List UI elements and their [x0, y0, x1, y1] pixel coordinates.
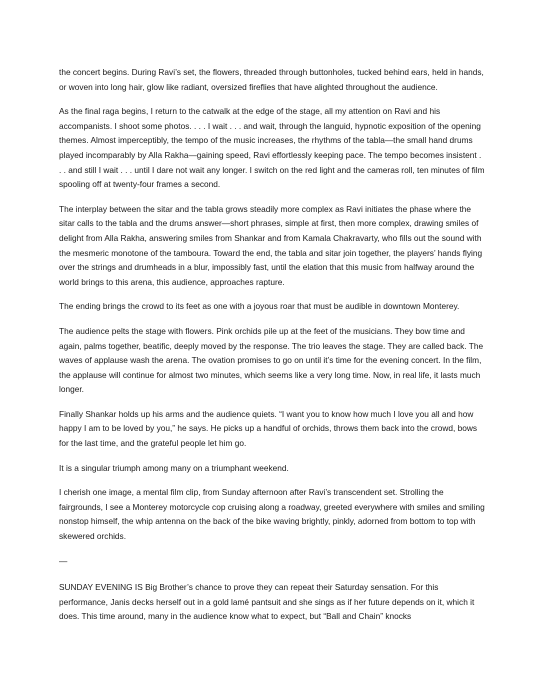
document-page	[59, 65, 485, 634]
paragraph-motorcycle-cop: I cherish one image, a mental film clip, from Sunday afternoon after Ravi’s transcendent set. Strolling the fairgrounds, I see a Monterey motorcycle cop cruising along a roadway, greeted everywhere with smiles and smiling nonstop himself, the whip antenna on the back of the bike waving brightly, pinkly, adorned from bottom to top with skewered orchids.	[59, 487, 485, 542]
paragraph-final-raga: As the final raga begins, I return to the catwalk at the edge of the stage, all my attention on Ravi and his accompanists. I shoot some photos. . . . I wait . . . and wait, through the languid, hypnotic exposition of the opening themes. Almost imperceptibly, the tempo of the music increases, the rhythms of the tabla—the small hand drums played incomparably by Alla Rakha—gaining speed, Ravi effortlessly keeping pace. The tempo becomes insistent . . . and still I wait . . . until I dare not wait any longer. I switch on the red light and the cameras roll, ten minutes of film spooling off at twenty-four frames a second.	[59, 106, 485, 190]
paragraph-singular-triumph: It is a singular triumph among many on a triumphant weekend.	[59, 462, 289, 473]
paragraph-concert-begins: the concert begins. During Ravi’s set, the flowers, threaded through buttonholes, tucked behind ears, held in hands, or woven into long hair, glow like radiant, oversized fireflies that have alighted throughout the audience.	[59, 67, 484, 92]
paragraph-flowers-ovation: The audience pelts the stage with flowers. Pink orchids pile up at the feet of the musicians. They bow time and again, palms together, beatific, deeply moved by the response. The trio leaves the stage. They are called back. The waves of applause wash the arena. The ovation promises to go on until it’s time for the evening concert. In the film, the applause will continue for almost two minutes, which seems like a very long time. Now, in real life, it lasts much longer.	[59, 325, 484, 395]
paragraph-shankar-speech: Finally Shankar holds up his arms and the audience quiets. “I want you to know how much I love you all and how happy I am to be loved by you,” he says. He picks up a handful of orchids, throws them back into the crowd, bows for the last time, and the grateful people let him go.	[59, 408, 478, 449]
paragraph-crowd-roar: The ending brings the crowd to its feet as one with a joyous roar that must be audible in downtown Monterey.	[59, 301, 460, 312]
section-separator: —	[59, 555, 68, 566]
paragraph-sitar-tabla-interplay: The interplay between the sitar and the tabla grows steadily more complex as Ravi initiates the phase where the sitar calls to the tabla and the drums answer—short phrases, simple at first, then more complex, drawing smiles of delight from Alla Rakha, answering smiles from Shankar and from Kamala Chakravarty, who fills out the sound with the mesmeric monotone of the tamboura. Toward the end, the tabla and sitar join together, the players’ hands flying over the strings and drumheads in a blur, impossibly fast, until the elation that this music from halfway around the world brings to this arena, this audience, approaches rapture.	[59, 203, 483, 287]
paragraph-sunday-evening: SUNDAY EVENING IS Big Brother’s chance to prove they can repeat their Saturday sensation. For this performance, Janis decks herself out in a gold lamé pantsuit and she sings as if her future depends on it, which it does. This time around, many in the audience know what to expect, but “Ball and Chain” knocks	[59, 582, 475, 622]
